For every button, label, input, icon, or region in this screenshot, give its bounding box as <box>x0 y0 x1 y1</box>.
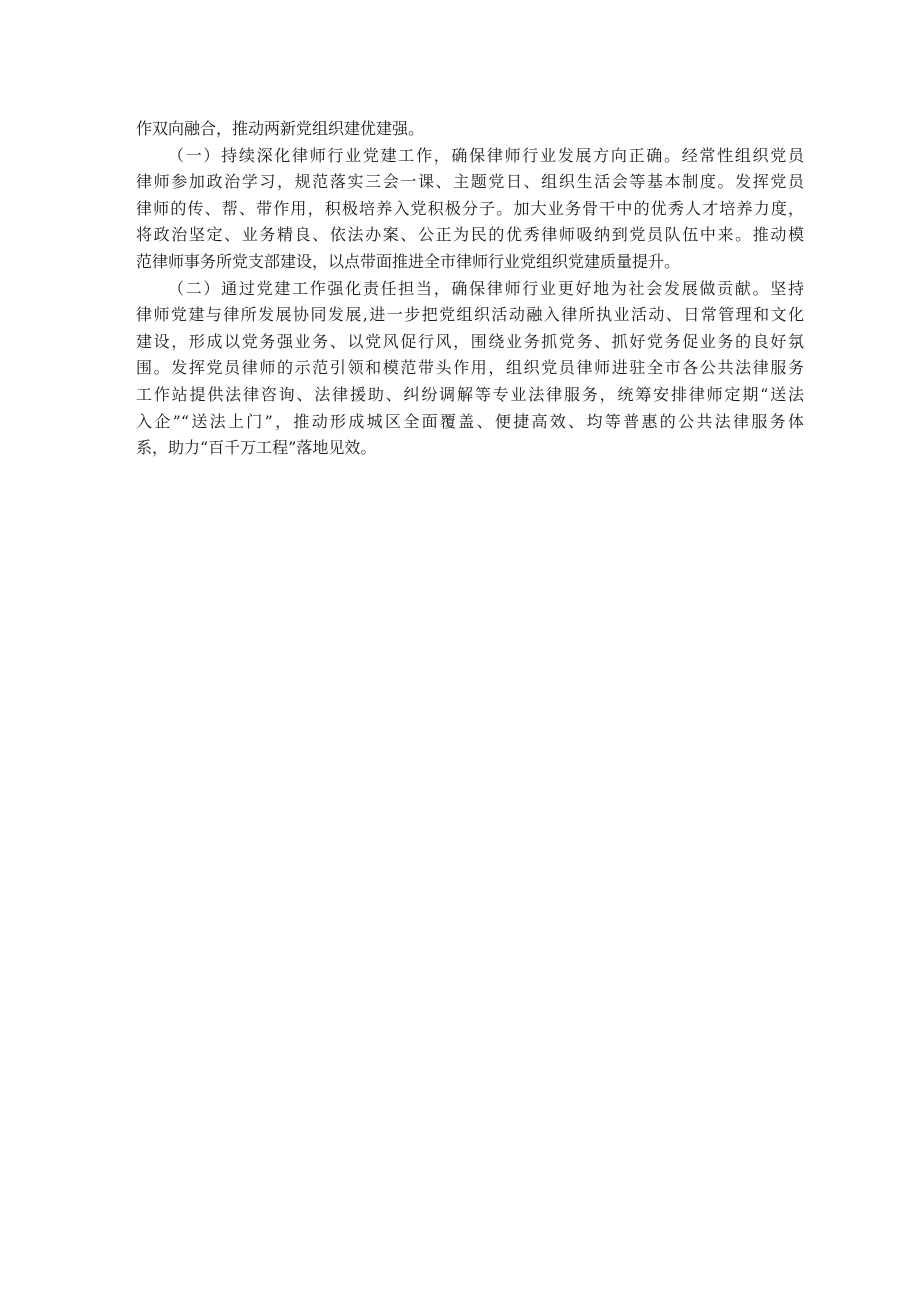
document-body <box>136 116 804 462</box>
paragraph-line: 律师参加政治学习，规范落实三会一课、主题党日、组织生活会等基本制度。发挥党员 <box>136 172 804 192</box>
paragraph-line: 将政治坚定、业务精良、依法办案、公正为民的优秀律师吸纳到党员队伍中来。推动模 <box>136 225 804 245</box>
paragraph-line: （二）通过党建工作强化责任担当，确保律师行业更好地为社会发展做贡献。坚持 <box>168 278 804 298</box>
paragraph-continuation <box>136 116 804 143</box>
paragraph-line: 围。发挥党员律师的示范引领和模范带头作用，组织党员律师进驻全市各公共法律服务 <box>136 358 804 378</box>
paragraph-section-2 <box>136 276 804 462</box>
paragraph-line: 律师的传、帮、带作用，积极培养入党积极分子。加大业务骨干中的优秀人才培养力度， <box>136 198 804 218</box>
paragraph-line: （一）持续深化律师行业党建工作，确保律师行业发展方向正确。经常性组织党员 <box>168 145 804 165</box>
paragraph-line: 入企”“送法上门”，推动形成城区全面覆盖、便捷高效、均等普惠的公共法律服务体 <box>136 411 804 431</box>
paragraph-line: 范律师事务所党支部建设，以点带面推进全市律师行业党组织党建质量提升。 <box>136 251 681 271</box>
paragraph-line: 律师党建与律所发展协同发展,进一步把党组织活动融入律所执业活动、日常管理和文化 <box>136 305 804 325</box>
paragraph-line: 系，助力“百千万工程”落地见效。 <box>136 438 377 458</box>
paragraph-section-1 <box>136 143 804 276</box>
paragraph-line: 作双向融合，推动两新党组织建优建强。 <box>136 119 425 138</box>
paragraph-line: 工作站提供法律咨询、法律援助、纠纷调解等专业法律服务，统筹安排律师定期“送法 <box>136 384 804 404</box>
paragraph-line: 建设，形成以党务强业务、以党风促行风，围绕业务抓党务、抓好党务促业务的良好氛 <box>136 331 804 351</box>
